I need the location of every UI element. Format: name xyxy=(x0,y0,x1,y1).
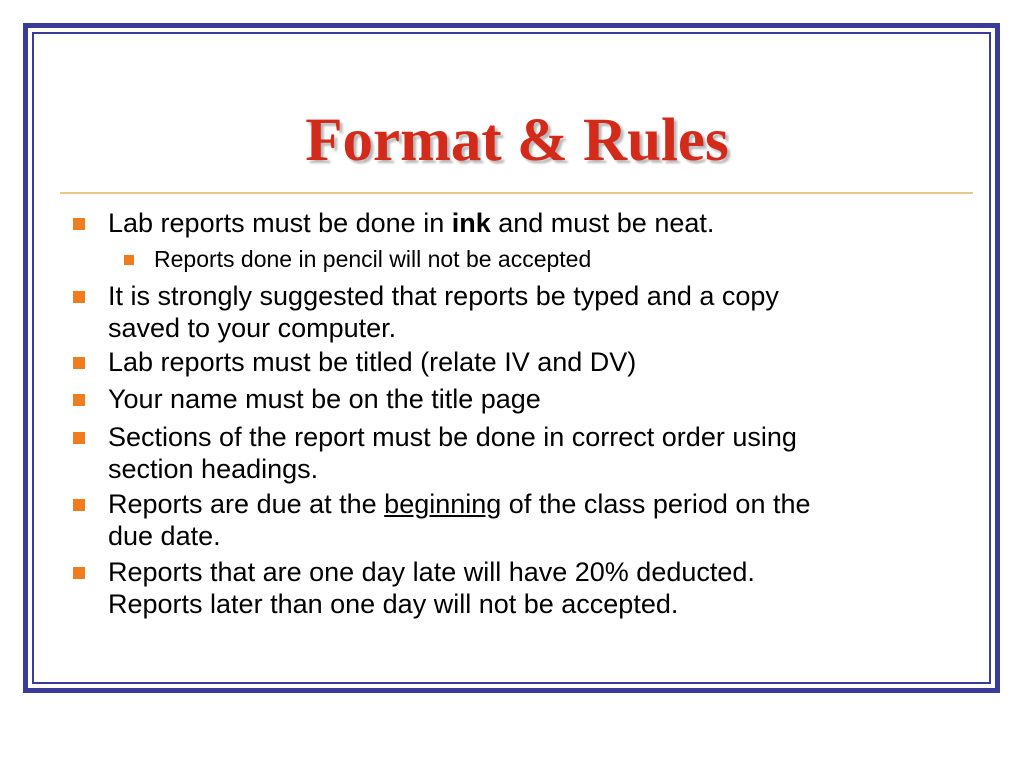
square-bullet-icon xyxy=(73,432,85,444)
item-text: Reports done in pencil will not be accepted xyxy=(154,246,592,272)
item-text: Your name must be on the title page xyxy=(108,384,541,414)
item-text: Lab reports must be done in ink and must be neat. xyxy=(108,208,715,238)
square-bullet-icon xyxy=(73,218,85,230)
item-text-line: due date. xyxy=(108,521,221,551)
item-text-line: Sections of the report must be done in correct order using xyxy=(108,422,797,452)
sub-list-item xyxy=(154,245,914,273)
list-item xyxy=(108,280,948,344)
square-bullet-icon xyxy=(73,357,85,369)
list-item xyxy=(108,383,948,415)
square-bullet-icon xyxy=(73,394,85,406)
list-item xyxy=(108,556,948,620)
emphasis-beginning: beginning xyxy=(384,489,502,519)
square-bullet-icon xyxy=(73,499,85,511)
item-text: Lab reports must be titled (relate IV and DV) xyxy=(108,347,637,377)
item-text-line: It is strongly suggested that reports be typed and a copy xyxy=(108,281,779,311)
item-text-line: Reports that are one day late will have 20% deducted. xyxy=(108,557,755,587)
square-bullet-icon xyxy=(124,255,134,265)
list-item xyxy=(108,421,948,485)
item-text-line: saved to your computer. xyxy=(108,313,397,343)
item-text-line: Reports are due at the beginning of the class period on the xyxy=(108,489,811,519)
square-bullet-icon xyxy=(73,291,85,303)
item-text-line: section headings. xyxy=(108,454,319,484)
emphasis-ink: ink xyxy=(451,208,491,238)
square-bullet-icon xyxy=(73,567,85,579)
list-item xyxy=(108,346,948,378)
list-item xyxy=(108,488,948,552)
item-text-line: Reports later than one day will not be accepted. xyxy=(108,589,679,619)
slide-title: Format & Rules xyxy=(305,107,729,174)
list-item xyxy=(108,207,948,239)
